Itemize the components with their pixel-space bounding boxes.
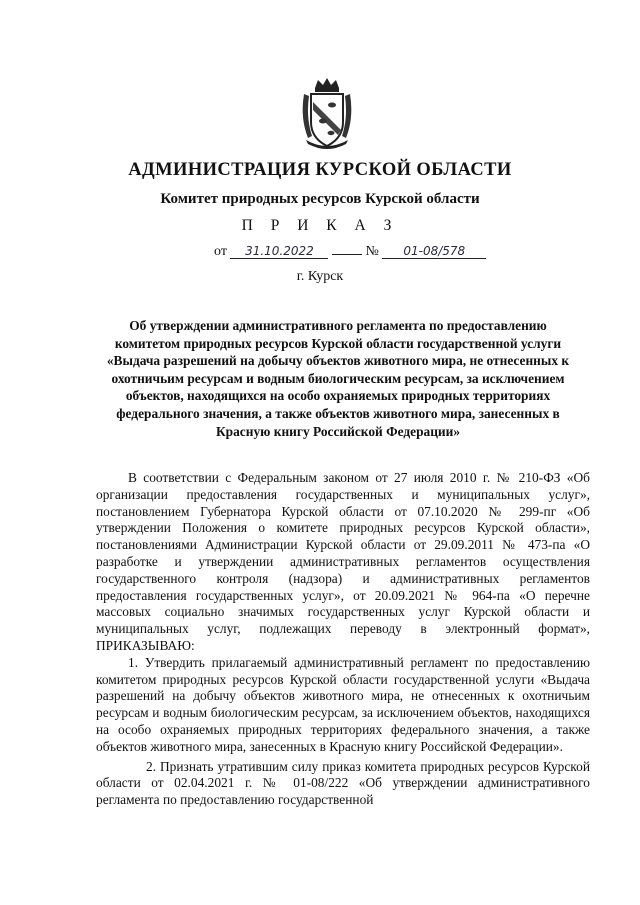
item-1-paragraph: 1. Утвердить прилагаемый административный регламент по предоставлению комитетом природных ресурсов Курской области государственной услуги «Выдача разрешений на добычу объектов животного мира, не отнесенных к охотничьим ресурсам и водным биологическим ресурсам, за исключением объектов, находящихся на особо охраняемых природных территориях федерального значения, а также объектов животного мира, занесенных в Красную книгу Российской Федерации». bbox=[96, 654, 590, 754]
document-type: П Р И К А З bbox=[241, 217, 399, 234]
document-body bbox=[96, 470, 590, 809]
administration-title: АДМИНИСТРАЦИЯ КУРСКОЙ ОБЛАСТИ bbox=[128, 160, 512, 180]
date-value: 31.10.2022 bbox=[230, 244, 328, 259]
date-number-line bbox=[214, 244, 486, 260]
city: г. Курск bbox=[296, 269, 344, 284]
coat-of-arms-emblem bbox=[298, 78, 356, 150]
date-underline-spacer bbox=[332, 254, 362, 255]
document-title: Об утверждении административного регламента по предоставлению комитетом природных ресурсов Курской области государственной услуги «Выдача разрешений на добычу объектов животного мира, не отнесенных к охотничьим ресурсам и водным биологическим ресурсам, за исключением объектов, находящихся на особо охраняемых природных территориях федерального значения, а также объектов животного мира, занесенных в Красную книгу Российской Федерации» bbox=[106, 318, 570, 439]
date-prefix: от bbox=[214, 244, 227, 259]
committee-name: Комитет природных ресурсов Курской области bbox=[160, 191, 480, 207]
item-2-paragraph: 2. Признать утратившим силу приказ комитета природных ресурсов Курской области от 02.04.2021 г. № 01-08/222 «Об утверждении административного регламента по предоставлению государственной bbox=[96, 758, 590, 808]
number-prefix: № bbox=[365, 244, 379, 259]
preamble-paragraph: В соответствии с Федеральным законом от 27 июля 2010 г. № 210-ФЗ «Об организации предоставления государственных и муниципальных услуг», постановлением Губернатора Курской области от 07.10.2020 № 299-пг «Об утверждении Положения о комитете природных ресурсов Курской области», постановлениями Администрации Курской области от 29.09.2011 № 473-па «О разработке и утверждении административных регламентов осуществления государственного контроля (надзора) и административных регламентов предоставления государственных услуг», от 20.09.2021 № 964-па «О перечне массовых социально значимых государственных услуг Курской области и муниципальных услуг, подлежащих переводу в электронный формат», ПРИКАЗЫВАЮ: bbox=[96, 470, 590, 653]
number-value: 01-08/578 bbox=[382, 244, 486, 259]
